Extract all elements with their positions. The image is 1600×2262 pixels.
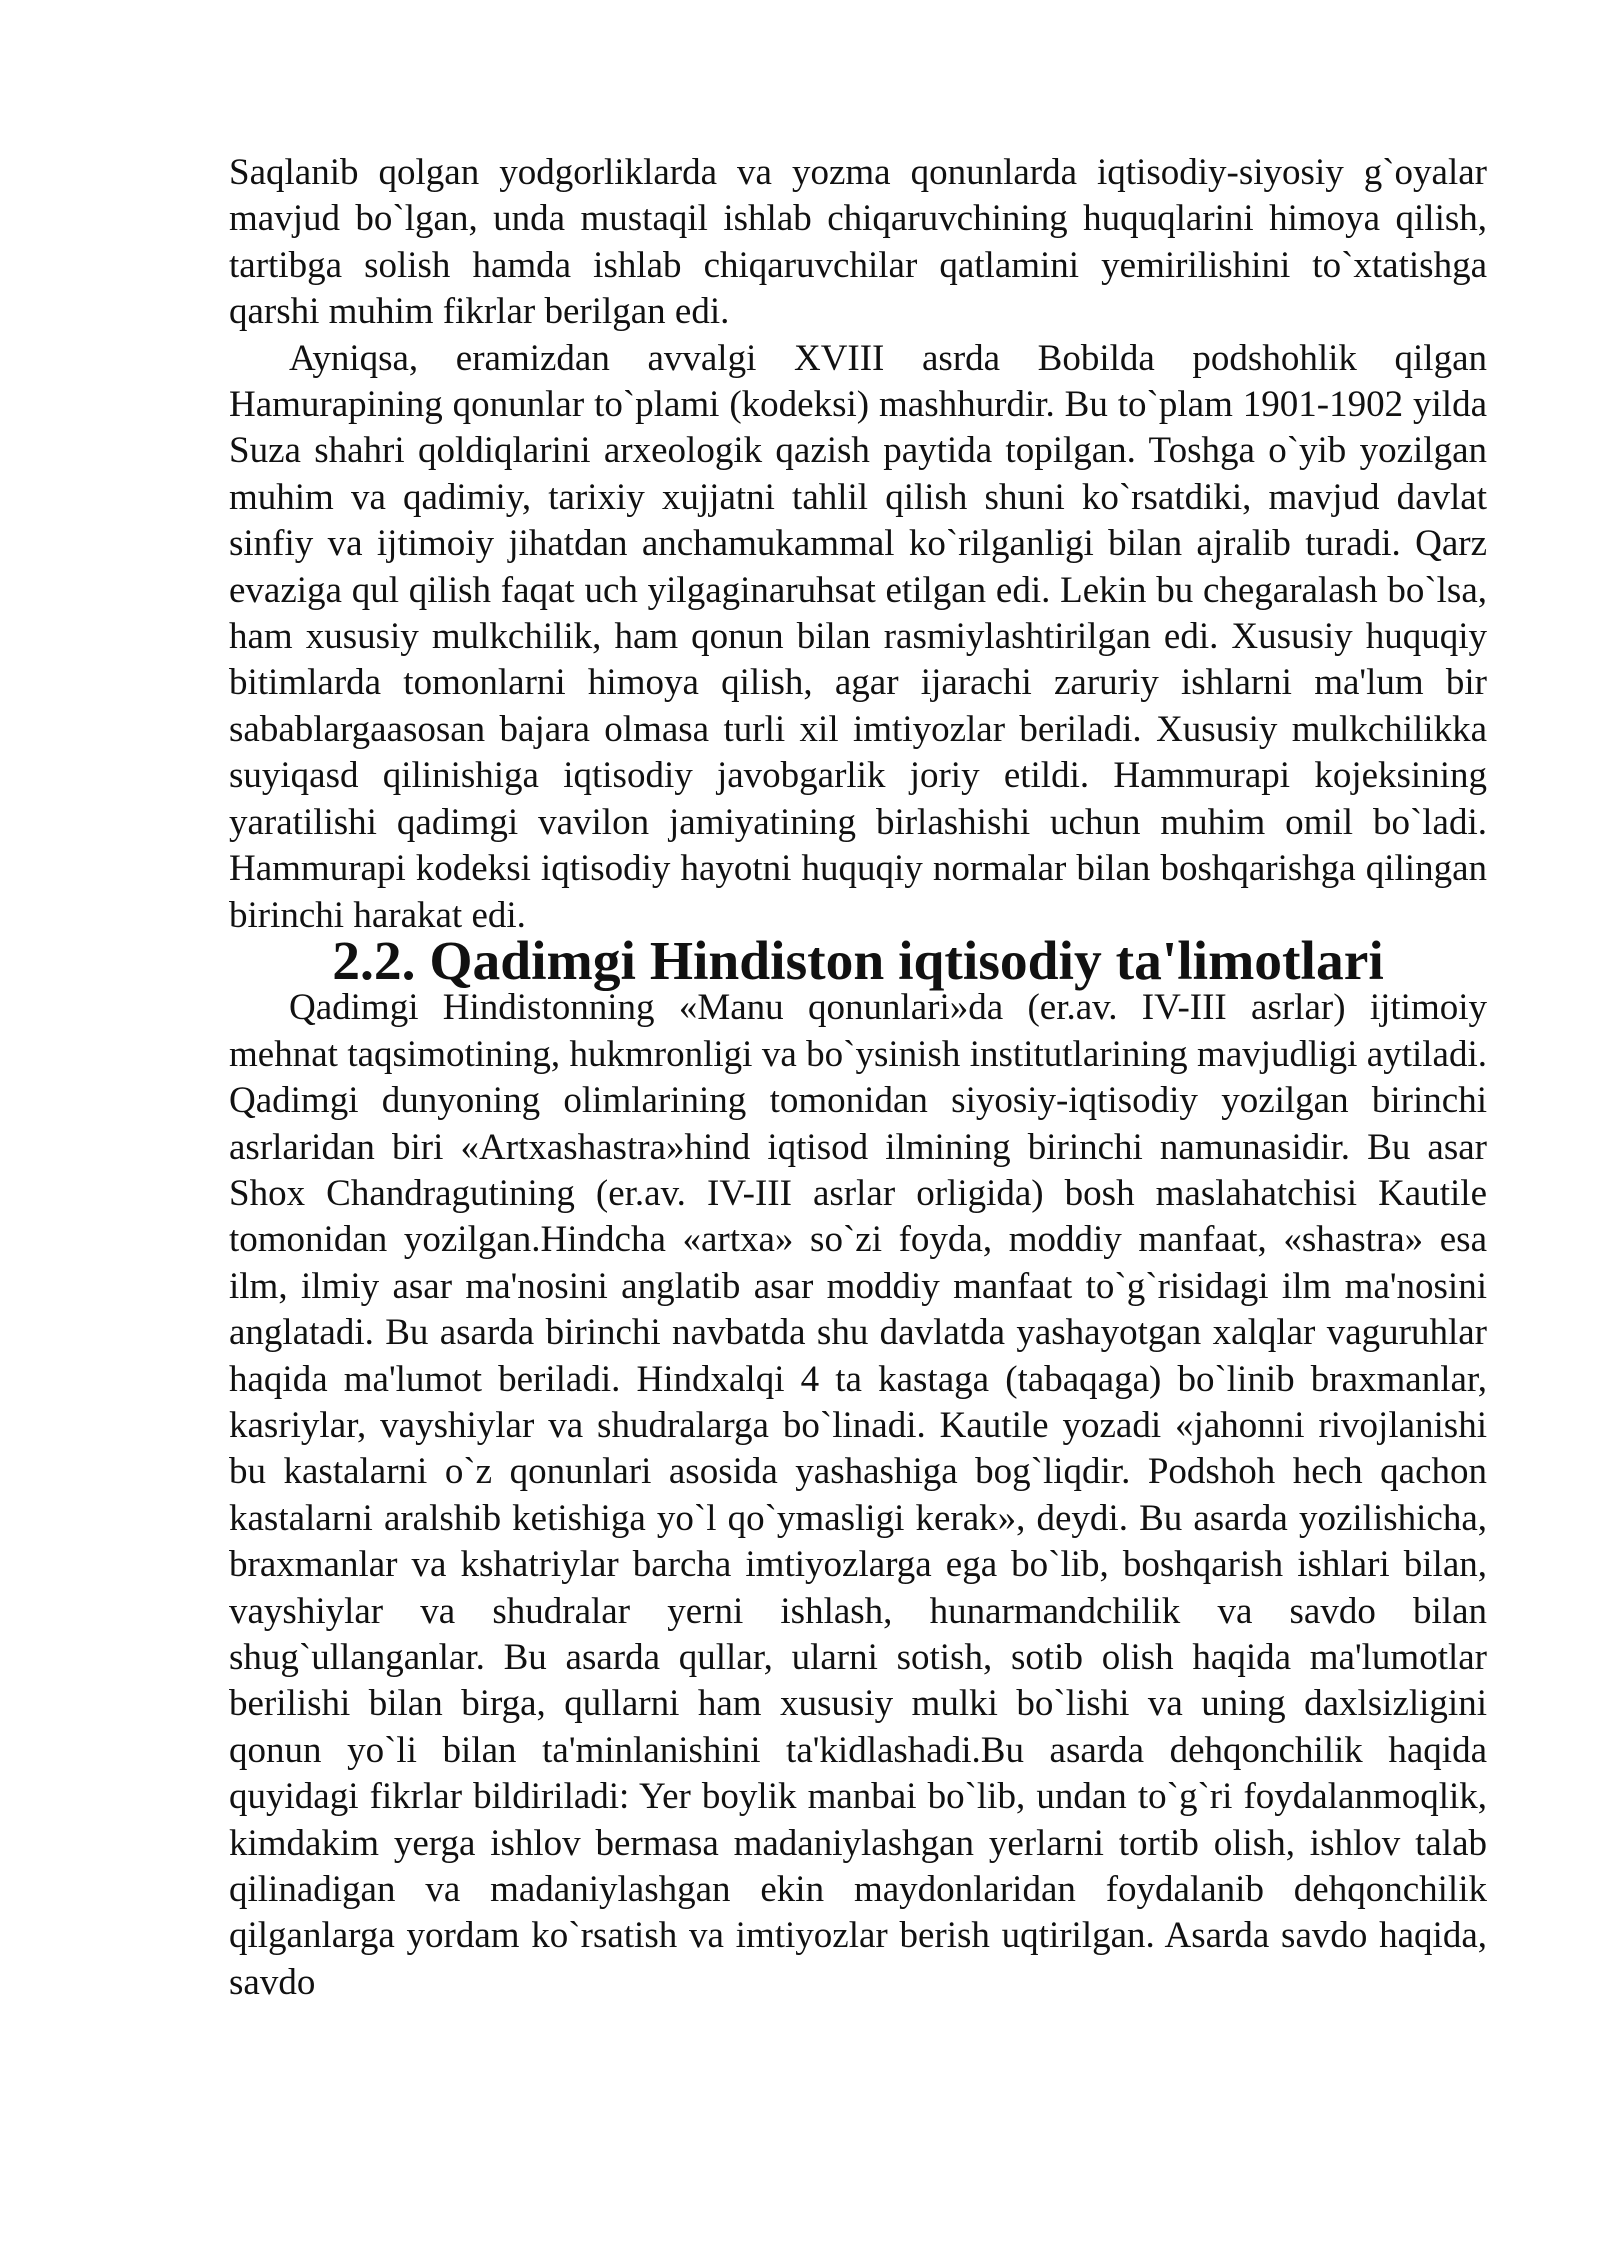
- paragraph-india: Qadimgi Hindistonning «Manu qonunlari»da (er.av. IV-III asrlar) ijtimoiy mehnat taqsimotining, hukmronligi va bo`ysinish institutlarining mavjudligi aytiladi. Qadimgi dunyoning olimlarining tomonidan siyosiy-iqtisodiy yozilgan birinchi asrlaridan biri «Artxashastra»hind iqtisod ilmining birinchi namunasidir. Bu asar Shox Chandragutining (er.av. IV-III asrlar orligida) bosh maslahatchisi Kautile tomonidan yozilgan.Hindcha «artxa» so`zi foyda, moddiy manfaat, «shastra» esa ilm, ilmiy asar ma'nosini anglatib asar moddiy manfaat to`g`risidagi ilm ma'nosini anglatadi. Bu asarda birinchi navbatda shu davlatda yashayotgan xalqlar vaguruhlar haqida ma'lumot beriladi. Hindxalqi 4 ta kastaga (tabaqaga) bo`linib braxmanlar, kasriylar, vayshiylar va shudralarga bo`linadi. Kautile yozadi «jahonni rivojlanishi bu kastalarni o`z qonunlari asosida yashashiga bog`liqdir. Podshoh hech qachon kastalarni aralshib ketishiga yo`l qo`ymasligi kerak», deydi. Bu asarda yozilishicha, braxmanlar va kshatriylar barcha imtiyozlarga ega bo`lib, boshqarish ishlari bilan, vayshiylar va shudralar yerni ishlash, hunarmandchilik va savdo bilan shug`ullanganlar. Bu asarda qullar, ularni sotish, sotib olish haqida ma'lumotlar berilishi bilan birga, qullarni ham xususiy mulki bo`lishi va uning daxlsizligini qonun yo`li bilan ta'minlanishini ta'kidlashadi.Bu asarda dehqonchilik haqida quyidagi fikrlar bildiriladi: Yer boylik manbai bo`lib, undan to`g`ri foydalanmoqlik, kimdakim yerga ishlov bermasa madaniylashgan yerlarni tortib olish, ishlov talab qilinadigan va madaniylashgan ekin maydonlaridan foydalanib dehqonchilik qilganlarga yordam ko`rsatish va imtiyozlar berish uqtirilgan. Asarda savdo haqida, savdo: [229, 987, 1487, 2003]
- paragraph-hammurabi: Ayniqsa, eramizdan avvalgi XVIII asrda Bobilda podshohlik qilgan Hamurapining qonunlar to`plami (kodeksi) mashhurdir. Bu to`plam 1901-1902 yilda Suza shahri qoldiqlarini arxeologik qazish paytida topilgan. Toshga o`yib yozilgan muhim va qadimiy, tarixiy xujjatni tahlil qilish shuni ko`rsatdiki, mavjud davlat sinfiy va ijtimoiy jihatdan anchamukammal ko`rilganligi bilan ajralib turadi. Qarz evaziga qul qilish faqat uch yilgaginaruhsat etilgan edi. Lekin bu chegaralash bo`lsa, ham xususiy mulkchilik, ham qonun bilan rasmiylashtirilgan edi. Xususiy huquqiy bitimlarda tomonlarni himoya qilish, agar ijarachi zaruriy ishlarni ma'lum bir sabablargaasosan bajara olmasa turli xil imtiyozlar beriladi. Xususiy mulkchilikka suyiqasd qilinishiga iqtisodiy javobgarlik joriy etildi. Hammurapi kojeksining yaratilishi qadimgi vavilon jamiyatining birlashishi uchun muhim omil bo`ladi. Hammurapi kodeksi iqtisodiy hayotni huquqiy normalar bilan boshqarishga qilingan birinchi harakat edi.: [229, 337, 1487, 936]
- document-page: [229, 150, 1487, 2006]
- paragraph-intro: Saqlanib qolgan yodgorliklarda va yozma qonunlarda iqtisodiy-siyosiy g`oyalar mavjud bo`lgan, unda mustaqil ishlab chiqaruvchining huquqlarini himoya qilish, tartibga solish hamda ishlab chiqaruvchilar qatlamini yemirilishini to`xtatishga qarshi muhim fikrlar berilgan edi.: [229, 152, 1487, 333]
- section-heading: 2.2. Qadimgi Hindiston iqtisodiy ta'limotlari: [332, 930, 1384, 992]
